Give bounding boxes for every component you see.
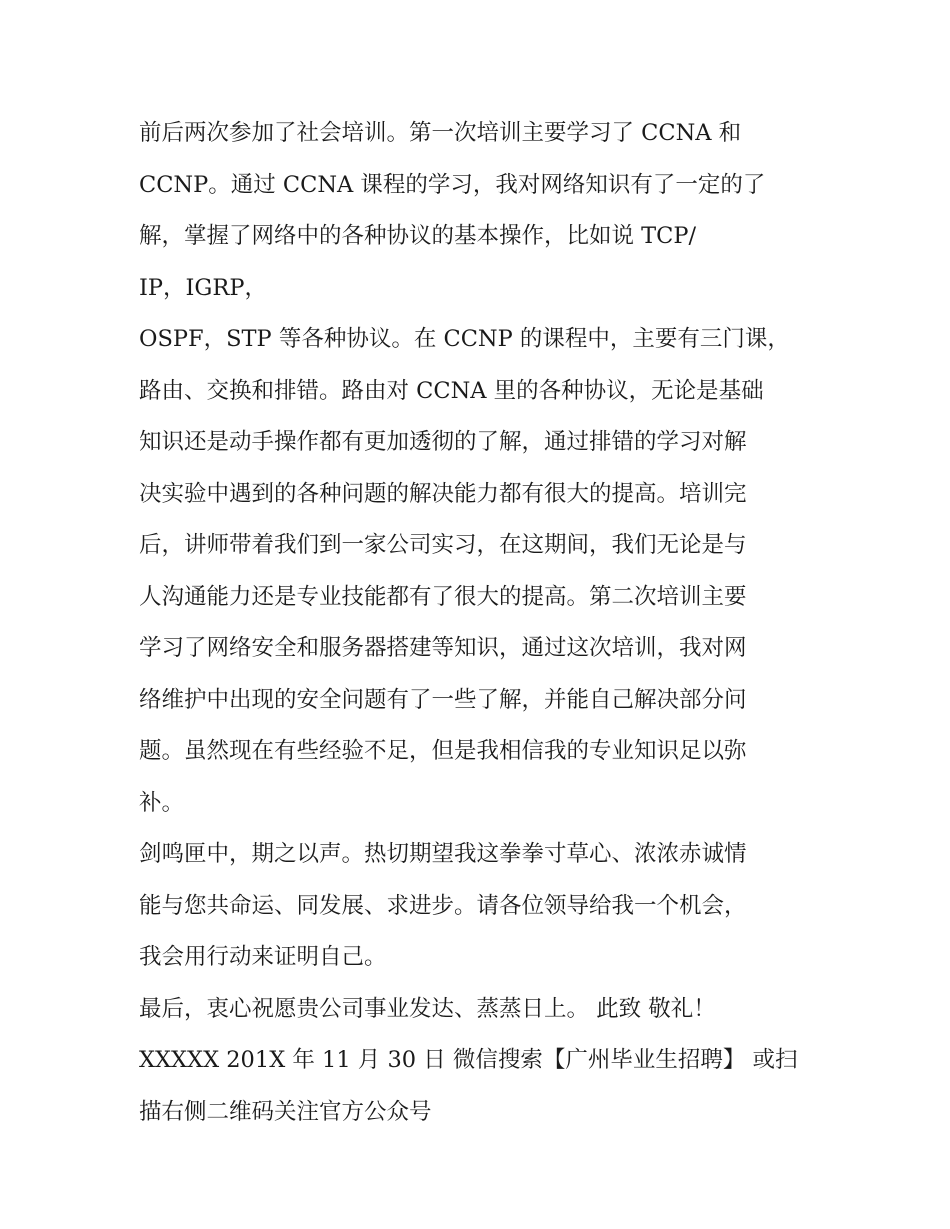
text-line: IP，IGRP， [139, 274, 267, 301]
text-line: 知识还是动手操作都有更加透彻的了解，通过排错的学习对解 [139, 429, 747, 455]
text-line: 最后，衷心祝愿贵公司事业发达、蒸蒸日上。 此致 敬礼！ [139, 995, 716, 1022]
text-line: 决实验中遇到的各种问题的解决能力都有很大的提高。培训完 [139, 480, 747, 507]
text-line: 路由、交换和排错。路由对 CCNA 里的各种协议，无论是基础 [139, 377, 764, 404]
text-line: 后，讲师带着我们到一家公司实习，在这期间，我们无论是与 [139, 532, 747, 558]
text-line: 描右侧二维码关注官方公众号 [139, 1098, 432, 1125]
text-line: OSPF，STP 等各种协议。在 CCNP 的课程中，主要有三门课， [139, 326, 790, 352]
text-line: 前后两次参加了社会培训。第一次培训主要学习了 CCNA 和 [139, 120, 742, 146]
text-line: CCNP。通过 CCNA 课程的学习，我对网络知识有了一定的了 [139, 171, 766, 198]
text-line: 络维护中出现的安全问题有了一些了解，并能自己解决部分问 [139, 686, 747, 713]
text-line: 剑鸣匣中，期之以声。热切期望我这拳拳寸草心、浓浓赤诚情 [139, 841, 747, 867]
text-line: XXXXX 201X 年 11 月 30 日 微信搜索【广州毕业生招聘】 或扫 [139, 1047, 798, 1073]
text-line: 我会用行动来证明自己。 [139, 944, 387, 970]
text-line: 能与您共命运、同发展、求进步。请各位领导给我一个机会， [139, 892, 747, 919]
text-line: 解，掌握了网络中的各种协议的基本操作，比如说 TCP/ [139, 223, 697, 249]
text-line: 补。 [139, 789, 185, 816]
document-body [139, 108, 829, 1138]
text-line: 题。虽然现在有些经验不足，但是我相信我的专业知识足以弥 [139, 738, 747, 764]
text-line: 人沟通能力还是专业技能都有了很大的提高。第二次培训主要 [139, 583, 747, 610]
text-line: 学习了网络安全和服务器搭建等知识，通过这次培训，我对网 [139, 635, 747, 661]
